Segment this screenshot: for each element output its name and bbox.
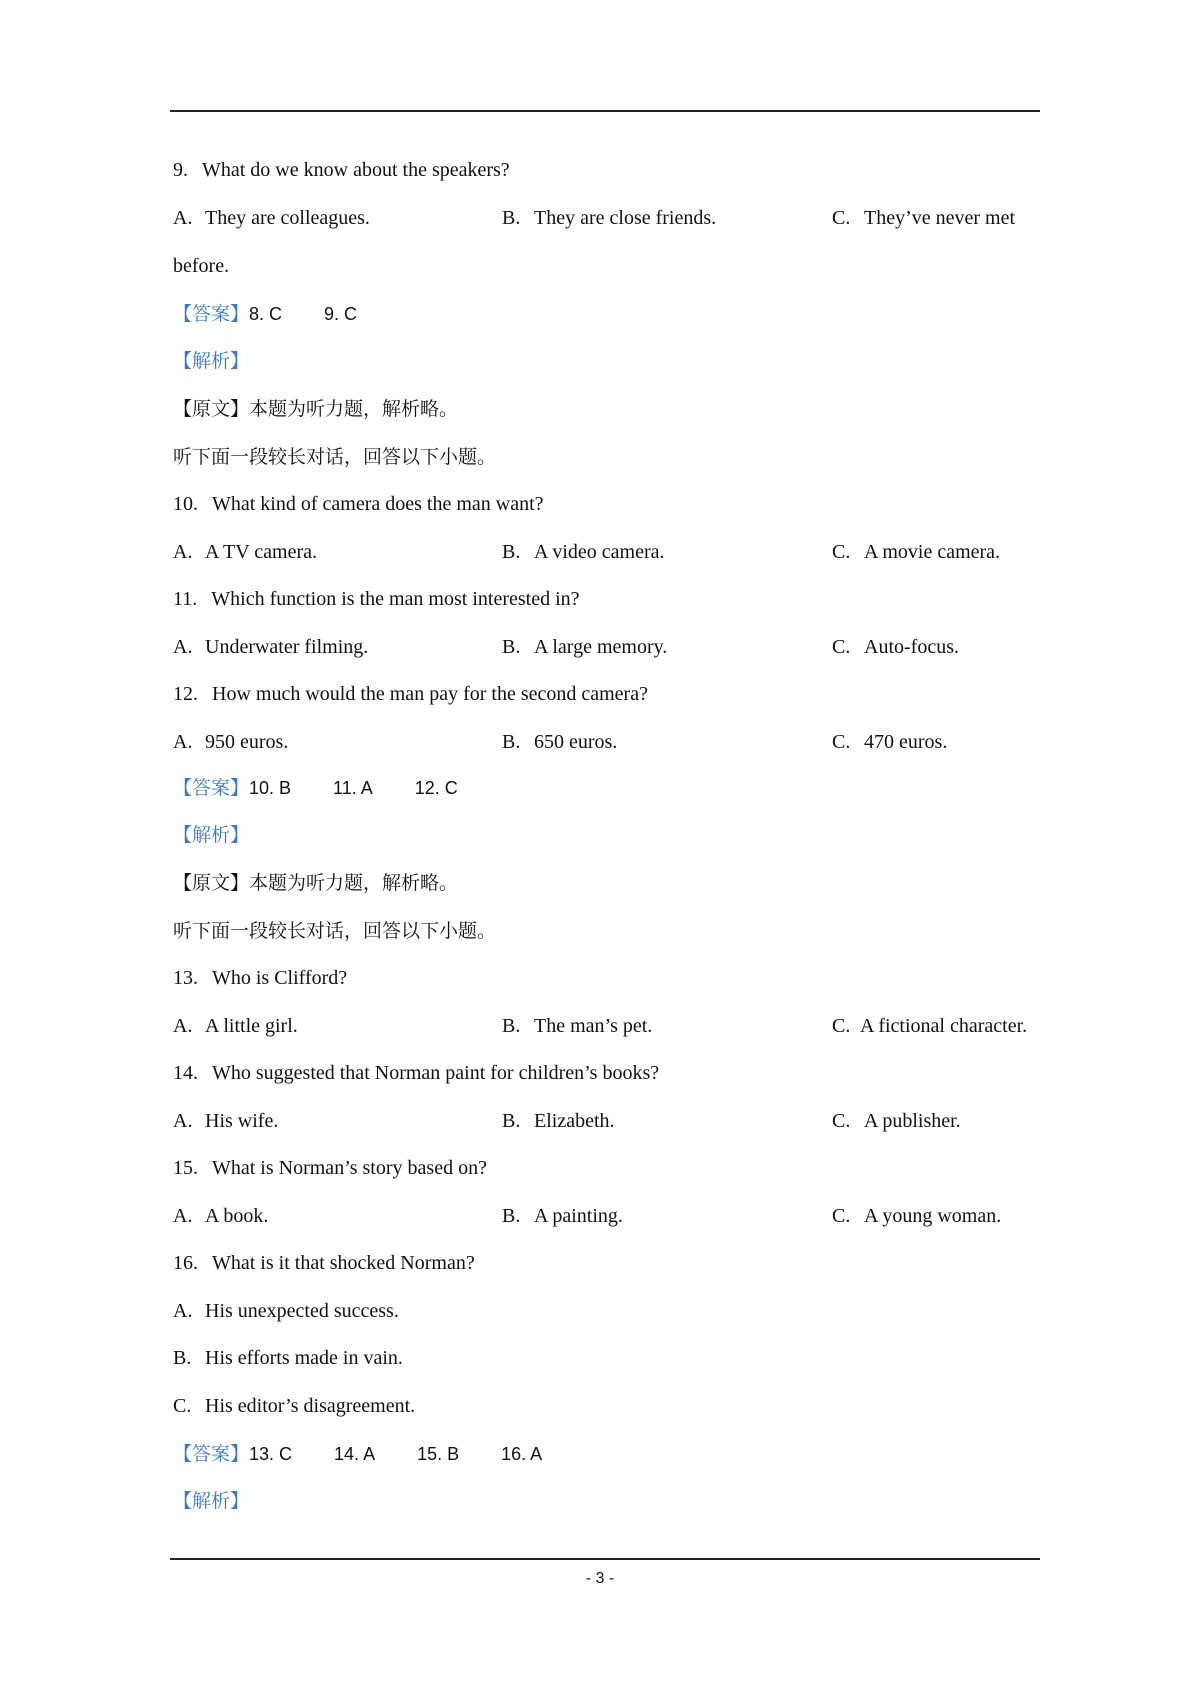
question-number: 15. (173, 1157, 198, 1179)
option-letter: A. (173, 541, 193, 563)
option-letter: C. (832, 207, 851, 229)
option-15c (832, 1204, 1001, 1228)
option-letter: B. (173, 1347, 192, 1369)
option-text: They are close friends. (534, 207, 717, 229)
option-text: A TV camera. (205, 541, 318, 563)
option-16c (173, 1394, 415, 1418)
question-text: Who suggested that Norman paint for children’s books? (212, 1062, 660, 1084)
question-text: Who is Clifford? (212, 967, 348, 989)
option-text: They are colleagues. (205, 207, 370, 229)
option-letter: C. (173, 1395, 192, 1417)
option-9c (832, 206, 1015, 230)
option-letter: A. (173, 636, 193, 658)
question-10 (173, 492, 544, 516)
option-14b (502, 1109, 615, 1133)
option-text: Auto-focus. (864, 636, 959, 658)
option-text: A publisher. (864, 1110, 961, 1132)
option-14c (832, 1109, 961, 1133)
option-11b (502, 635, 667, 659)
question-number: 11. (173, 588, 198, 610)
option-letter: A. (173, 207, 193, 229)
question-11 (173, 587, 580, 611)
option-letter: B. (502, 731, 521, 753)
option-letter: B. (502, 541, 521, 563)
question-text: How much would the man pay for the second camera? (212, 683, 648, 705)
option-text: A book. (205, 1205, 269, 1227)
question-text: What is Norman’s story based on? (212, 1157, 487, 1179)
original-label: 【原文】 (173, 872, 250, 894)
option-text: A movie camera. (864, 541, 1001, 563)
option-letter: B. (502, 207, 521, 229)
page-number: - 3 - (585, 1570, 615, 1587)
option-text: Underwater filming. (205, 636, 369, 658)
option-9c-wrap: before. (173, 255, 230, 277)
answer-item: 11. A (333, 778, 373, 798)
option-15a (173, 1204, 268, 1228)
option-letter: A. (173, 1110, 193, 1132)
option-letter: C. (832, 541, 851, 563)
answer-item: 12. C (414, 778, 458, 798)
original-text-note (173, 397, 458, 421)
option-9a (173, 206, 370, 230)
question-number: 12. (173, 683, 198, 705)
option-letter: A. (173, 1205, 193, 1227)
question-text: Which function is the man most interested in? (211, 588, 580, 610)
option-text: A painting. (534, 1205, 623, 1227)
question-9 (173, 158, 510, 182)
question-text: What kind of camera does the man want? (212, 493, 544, 515)
answer-block-3 (173, 1442, 542, 1466)
option-10b (502, 540, 665, 564)
answer-item: 9. C (324, 304, 358, 324)
option-text: His efforts made in vain. (205, 1347, 403, 1369)
option-13a (173, 1014, 298, 1038)
option-letter: B. (502, 1205, 521, 1227)
option-letter: B. (502, 1110, 521, 1132)
option-10a (173, 540, 317, 564)
answer-label: 【答案】 (173, 1443, 250, 1465)
footer-rule (170, 1558, 1040, 1560)
option-letter: C. (832, 1205, 851, 1227)
question-15 (173, 1156, 487, 1180)
question-number: 10. (173, 493, 198, 515)
answer-item: 15. B (417, 1444, 460, 1464)
question-number: 16. (173, 1252, 198, 1274)
option-text: His editor’s disagreement. (205, 1395, 416, 1417)
answer-item: 13. C (249, 1444, 293, 1464)
option-16b (173, 1346, 403, 1370)
option-letter: A. (173, 1300, 193, 1322)
question-number: 9. (173, 159, 188, 181)
option-text: A video camera. (534, 541, 665, 563)
option-text: A young woman. (864, 1205, 1002, 1227)
question-number: 13. (173, 967, 198, 989)
analysis-label: 【解析】 (173, 824, 250, 846)
option-letter: A. (173, 1015, 193, 1037)
option-text: A little girl. (205, 1015, 298, 1037)
option-text: 950 euros. (205, 731, 289, 753)
option-text: His unexpected success. (205, 1300, 399, 1322)
question-text: What do we know about the speakers? (202, 159, 510, 181)
question-12 (173, 682, 648, 706)
answer-item: 16. A (501, 1444, 543, 1464)
analysis-label: 【解析】 (173, 1490, 250, 1512)
question-16 (173, 1251, 475, 1275)
option-letter: B. (502, 636, 521, 658)
option-text: His wife. (205, 1110, 279, 1132)
question-number: 14. (173, 1062, 198, 1084)
answer-label: 【答案】 (173, 777, 250, 799)
option-text: Elizabeth. (534, 1110, 615, 1132)
option-text: They’ve never met (864, 207, 1016, 229)
instruction: 听下面一段较长对话，回答以下小题。 (173, 920, 497, 942)
option-text: 650 euros. (534, 731, 618, 753)
answer-item: 14. A (334, 1444, 376, 1464)
option-text: The man’s pet. (534, 1015, 653, 1037)
option-11a (173, 635, 368, 659)
instruction: 听下面一段较长对话，回答以下小题。 (173, 446, 497, 468)
option-11c (832, 635, 959, 659)
answer-item: 8. C (249, 304, 283, 324)
option-10c (832, 540, 1000, 564)
option-13b (502, 1014, 652, 1038)
option-letter: C. (832, 1110, 851, 1132)
option-letter: C. (832, 636, 851, 658)
option-16a (173, 1299, 399, 1323)
question-14 (173, 1061, 659, 1085)
question-13 (173, 966, 347, 990)
original-text: 本题为听力题，解析略。 (249, 872, 459, 894)
option-letter: C. (832, 1015, 851, 1037)
original-text: 本题为听力题，解析略。 (249, 398, 459, 420)
option-text: A large memory. (534, 636, 668, 658)
original-text-note (173, 871, 458, 895)
option-13c (832, 1014, 1027, 1038)
option-letter: A. (173, 731, 193, 753)
option-12b (502, 730, 617, 754)
option-9b (502, 206, 716, 230)
option-12c (832, 730, 947, 754)
original-label: 【原文】 (173, 398, 250, 420)
question-text: What is it that shocked Norman? (212, 1252, 475, 1274)
option-text: 470 euros. (864, 731, 948, 753)
option-15b (502, 1204, 623, 1228)
answer-item: 10. B (249, 778, 292, 798)
option-letter: C. (832, 731, 851, 753)
analysis-label: 【解析】 (173, 350, 250, 372)
header-rule (170, 110, 1040, 112)
answer-block-2 (173, 776, 458, 800)
option-text: A fictional character. (860, 1015, 1028, 1037)
option-letter: B. (502, 1015, 521, 1037)
option-12a (173, 730, 288, 754)
option-14a (173, 1109, 278, 1133)
answer-block-1 (173, 302, 357, 326)
answer-label: 【答案】 (173, 303, 250, 325)
